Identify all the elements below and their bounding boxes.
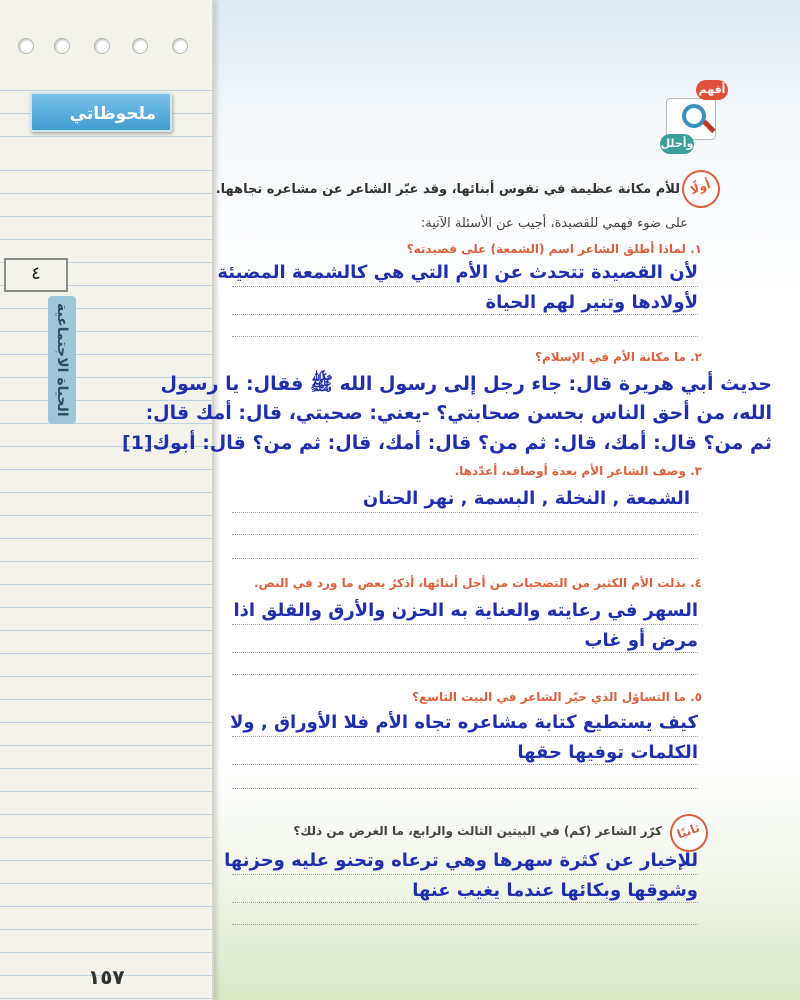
section2-marker: ثانيًا xyxy=(665,809,714,858)
page-number: ١٥٧ xyxy=(88,965,125,989)
notes-tab-label: ملحوظاتي xyxy=(30,92,172,132)
answer-2-line-2: الله، من أحق الناس بحسن صحابتي؟ -يعني: صحبتي، قال: أمك قال: xyxy=(145,402,772,424)
section1-marker: أولًا xyxy=(677,165,726,214)
answer-rule xyxy=(232,534,698,535)
understand-analyze-icon xyxy=(652,80,728,154)
answer-rule xyxy=(232,286,698,287)
binder-hole-icon xyxy=(172,38,188,54)
unit-number: ٤ xyxy=(4,258,68,292)
binder-hole-icon xyxy=(94,38,110,54)
question-5: ٥. ما التساؤل الذي حيّر الشاعر في البيت التاسع؟ xyxy=(411,690,702,704)
answer-5-line-1: كيف يستطيع كتابة مشاعره تجاه الأم فلا الأوراق , ولا xyxy=(230,712,698,733)
answer-rule xyxy=(232,624,698,625)
answer-rule xyxy=(232,764,698,765)
section2-question: كرّر الشاعر (كم) في البيتين الثالث والرابع، ما الغرض من ذلك؟ xyxy=(293,824,662,838)
badge-top-label: أفهم xyxy=(696,80,728,100)
badge-bottom-label: وأحلل xyxy=(660,134,694,154)
question-3: ٣. وصف الشاعر الأم بعدة أوصاف، أعدّدها. xyxy=(454,464,702,478)
answer-2-line-1: حديث أبي هريرة قال: جاء رجل إلى رسول الله ﷺ فقال: يا رسول xyxy=(160,373,772,395)
section1-instruction: على ضوء فهمي للقصيدة، أجيب عن الأسئلة الآتية: xyxy=(420,216,688,231)
section1-intro: للأم مكانة عظيمة في نفوس أبنائها، وقد عبّر الشاعر عن مشاعره تجاهها. xyxy=(215,182,680,197)
binder-hole-icon xyxy=(54,38,70,54)
answer-4-line-2: مرض أو غاب xyxy=(584,630,698,651)
question-1: ١. لماذا أطلق الشاعر اسم (الشمعة) على قصيدته؟ xyxy=(406,242,702,256)
answer-rule xyxy=(232,336,698,337)
answer-rule xyxy=(232,652,698,653)
answer-rule xyxy=(232,874,698,875)
answer-rule xyxy=(232,512,698,513)
answer-rule xyxy=(232,924,698,925)
answer-1-line-2: لأولادها وتنير لهم الحياة xyxy=(485,292,698,313)
notes-sidebar xyxy=(0,0,214,1000)
question-2: ٢. ما مكانة الأم في الإسلام؟ xyxy=(535,350,702,364)
answer-rule xyxy=(232,558,698,559)
answer-2-line-3: ثم من؟ قال: أمك، قال: ثم من؟ قال: أمك، قال: ثم من؟ قال: أبوك[1] xyxy=(122,432,772,454)
answer-rule xyxy=(232,314,698,315)
section2-answer-line-2: وشوقها وبكائها عندما يغيب عنها xyxy=(412,880,698,901)
binder-hole-icon xyxy=(132,38,148,54)
answer-1-line-1: لأن القصيدة تتحدث عن الأم التي هي كالشمعة المضيئة xyxy=(217,262,698,283)
answer-rule xyxy=(232,788,698,789)
section2-answer-line-1: للإخبار عن كثرة سهرها وهي ترعاه وتحنو عليه وحزنها xyxy=(224,850,698,871)
question-4: ٤. بذلت الأم الكثير من التضحيات من أجل أبنائها، أذكرُ بعض ما ورد في النص. xyxy=(254,576,702,590)
answer-rule xyxy=(232,674,698,675)
answer-3-line-1: الشمعة , النخلة , البسمة , نهر الحنان xyxy=(362,488,690,509)
answer-4-line-1: السهر في رعايته والعناية به الحزن والأرق والقلق اذا xyxy=(233,600,698,621)
unit-title: الحياة الاجتماعية xyxy=(48,296,76,424)
answer-rule xyxy=(232,902,698,903)
binder-hole-icon xyxy=(18,38,34,54)
answer-5-line-2: الكلمات توفيها حقها xyxy=(517,742,698,763)
answer-rule xyxy=(232,736,698,737)
